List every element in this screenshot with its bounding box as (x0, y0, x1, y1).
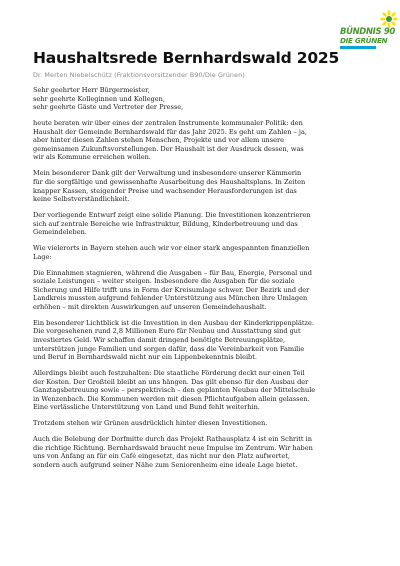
paragraph-line: die richtige Richtung. Bernhardswald braucht neue Impulse im Zentrum. Wir haben (33, 443, 313, 452)
paragraph-line: sehr geehrte Kolleginnen und Kollegen, (33, 94, 165, 103)
paragraph (33, 119, 373, 162)
author-subtitle: Dr. Merten Niebelschütz (Fraktionsvorsitzender B90/Die Grünen) (33, 71, 245, 79)
paragraph-line: Sicherung und Hilfe trifft uns in Form der Kreisumlage schwer. Der Bezirk und der (33, 285, 310, 294)
paragraph-line: Landkreis mussten aufgrund fehlender Unterstützung aus München ihre Umlagen (33, 294, 308, 303)
paragraph-line: uns von Anfang an für ein Café eingesetzt, das nicht nur den Platz aufwertet, (33, 452, 290, 461)
paragraph-line: Der vorliegende Entwurf zeigt eine solide Planung. Die Investitionen konzentrieren (33, 211, 311, 220)
paragraph-line: Haushalt der Gemeinde Bernhardswald für das Jahr 2025. Es geht um Zahlen – ja, (33, 127, 307, 136)
paragraph (33, 244, 373, 261)
paragraph-line: Wie vielerorts in Bayern stehen auch wir vor einer stark angespannten finanziellen (33, 244, 310, 253)
paragraph (33, 435, 373, 469)
paragraph (33, 169, 373, 203)
paragraph-line: Auch die Belebung der Dorfmitte durch das Projekt Rathausplatz 4 ist ein Schritt in (33, 435, 312, 444)
paragraph-line: sondern auch aufgrund seiner Nähe zum Seniorenheim eine ideale Lage bietet. (33, 461, 298, 470)
paragraph-line: Allerdings bleibt auch festzuhalten: Die staatliche Förderung deckt nur einen Teil (33, 369, 305, 378)
paragraph-line: für die sorgfältige und gewissenhafte Ausarbeitung des Haushaltsplans. In Zeiten (33, 177, 306, 186)
paragraph-line: aber hinter diesen Zahlen stehen Menschen, Projekte und vor allem unsere (33, 136, 285, 145)
paragraph-line: erhöhen – mit direkten Auswirkungen auf unseren Gemeindehaushalt. (33, 302, 267, 311)
paragraph (33, 319, 373, 362)
paragraph-line: Ein besonderer Lichtblick ist die Investition in den Ausbau der Kinderkrippenplätze. (33, 318, 314, 327)
paragraph-line: sich auf zentrale Bereiche wie Infrastruktur, Bildung, Kinderbetreuung und das (33, 219, 298, 228)
paragraph-line: Sehr geehrter Herr Bürgermeister, (33, 86, 150, 94)
paragraph (33, 211, 373, 237)
paragraph-line: Lage: (33, 252, 52, 261)
paragraph (33, 86, 373, 112)
paragraph-line: unterstützen junge Familien und sorgen dafür, dass die Vereinbarkeit von Familie (33, 344, 305, 353)
paragraph-line: Die Einnahmen stagnieren, während die Ausgaben – für Bau, Energie, Personal und (33, 268, 312, 277)
paragraph-line: Trotzdem stehen wir Grünen ausdrücklich hinter diesen Investitionen. (33, 419, 268, 428)
paragraph-line: Die vorgesehenen rund 2,8 Millionen Euro für Neubau und Ausstattung sind gut (33, 327, 301, 336)
logo-text-line2: DIE GRÜNEN (340, 36, 388, 45)
paragraph-line: gemeinsamen Zukunftsvorstellungen. Der Haushalt ist der Ausdruck dessen, was (33, 144, 304, 153)
speech-body (33, 86, 373, 477)
paragraph-line: knapper Kassen, steigender Preise und wachsender Herausforderungen ist das (33, 186, 297, 195)
paragraph-line: wir als Kommune erreichen wollen. (33, 153, 151, 162)
paragraph (33, 269, 373, 312)
paragraph-line: in Wenzenbach. Die Kommunen werden mit diesen Pflichtaufgaben allein gelassen. (33, 394, 310, 403)
paragraph-line: investiertes Geld. Wir schaffen damit dringend benötigte Betreuungsplätze, (33, 336, 286, 345)
page-title: Haushaltsrede Bernhardswald 2025 (33, 49, 340, 67)
paragraph-line: Gemeindeleben. (33, 228, 87, 237)
paragraph-line: soziale Leistungen – weiter steigen. Insbesondere die Ausgaben für die soziale (33, 277, 295, 286)
paragraph-line: keine Selbstverständlichkeit. (33, 195, 130, 204)
logo-accent-bar (340, 46, 376, 49)
paragraph-line: und Beruf in Bernhardswald nicht nur ein Lippenbekenntnis bleibt. (33, 353, 257, 362)
paragraph-line: Ganztagsbetreuung sowie – perspektivisch – den geplanten Neubau der Mittelschule (33, 386, 316, 395)
logo-text-line1: BÜNDNIS 90 (340, 26, 395, 36)
party-logo (340, 10, 396, 54)
paragraph (33, 419, 373, 428)
paragraph-line: Mein besonderer Dank gilt der Verwaltung und insbesondere unserer Kämmerin (33, 169, 302, 178)
paragraph (33, 369, 373, 412)
paragraph-line: der Kosten. Der Großteil bleibt an uns hängen. Das gilt ebenso für den Ausbau der (33, 377, 309, 386)
paragraph-line: heute beraten wir über eines der zentralen Instrumente kommunaler Politik: den (33, 119, 303, 128)
paragraph-line: sehr geehrte Gäste und Vertreter der Presse, (33, 103, 184, 112)
paragraph-line: Eine verlässliche Unterstützung von Land und Bund fehlt weiterhin. (33, 403, 260, 412)
